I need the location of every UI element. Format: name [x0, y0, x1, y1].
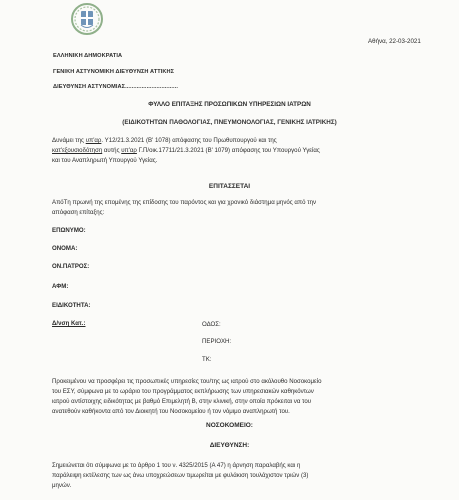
field-postcode: ΤΚ:	[202, 356, 212, 363]
field-hospital: ΝΟΣΟΚΟΜΕΙΟ:	[206, 422, 253, 429]
field-home-address: Δ/νση Κατ.:	[52, 320, 86, 327]
header-police-division-label: ΔΙΕΥΘΥΝΣΗ ΑΣΤΥΝΟΜΙΑΣ	[53, 84, 126, 90]
field-specialty: ΕΙΔΙΚΟΤΗΤΑ:	[52, 302, 91, 309]
requisition-line-2: απόφαση επίταξης:	[52, 209, 105, 216]
field-father-name: ΟΝ.ΠΑΤΡΟΣ:	[52, 263, 90, 270]
duties-line-1: Προκειμένου να προσφέρει τις προσωπικές υπηρεσίες του/της ως ιατρού στο ακόλουθο Νοσοκομείο	[52, 378, 322, 385]
penalty-paragraph	[52, 461, 412, 491]
field-street: ΟΔΟΣ:	[202, 321, 221, 328]
penalty-line-1: Σημειώνεται ότι σύμφωνα με το άρθρο 1 του ν. 4325/2015 (Α 47) η άρνηση παραλαβής και η	[52, 462, 301, 469]
requisition-line-1: ΑπόTη πρωινή της επομένης της επίδοσης του παρόντος και για χρονικό διάστημα μηνός από την	[52, 199, 317, 206]
field-hospital-address: ΔΙΕΥΘΥΝΣΗ:	[209, 442, 250, 449]
intro-line-3: και του Αναπληρωτή Υπουργού Υγείας.	[52, 157, 158, 164]
field-surname: ΕΠΩΝΥΜΟ:	[52, 227, 86, 234]
intro-line-2	[52, 146, 412, 156]
duties-line-2: του ΕΣΥ, σύμφωνα με το ωράριο του προγράμματος εκπλήρωσης των υπηρεσιακών καθηκόντων	[52, 388, 314, 395]
document-subtitle: (ΕΙΔΙΚΟΤΗΤΩΝ ΠΑΘΟΛΟΓΙΑΣ, ΠΝΕΥΜΟΝΟΛΟΓΙΑΣ, ΓΕΝΙΚΗΣ ΙΑΤΡΙΚΗΣ)	[122, 119, 337, 126]
intro-text: Δυνάμει της	[52, 137, 86, 144]
field-area: ΠΕΡΙΟΧΗ:	[202, 338, 232, 345]
intro-text: αυτής	[102, 147, 122, 154]
field-name: ΟΝΟΜΑ:	[52, 245, 78, 252]
header-police-division	[53, 84, 178, 90]
duties-line-4: ανατεθούν καθήκοντα από τον Διοικητή του Νοσοκομείου ή τον νόμιμο αναπληρωτή του.	[52, 408, 290, 415]
intro-line-1	[52, 136, 412, 146]
intro-underlined: υπ'αρ	[85, 137, 102, 144]
header-dots: ................................	[125, 84, 179, 90]
greek-emblem-icon	[70, 2, 104, 36]
intro-underlined: κατ'εξουσιοδότηση	[52, 147, 103, 154]
intro-text: . Υ12/21.3.2021 (Β' 1078) απόφασης του Πρωθυπουργού και της	[101, 137, 277, 144]
date-line: Αθήνα, 22-03-2021	[368, 38, 421, 45]
requisition-heading: ΕΠΙΤΑΣΣΕΤΑΙ	[208, 183, 251, 190]
header-police-directorate: ΓΕΝΙΚΗ ΑΣΤΥΝΟΜΙΚΗ ΔΙΕΥΘΥΝΣΗ ΑΤΤΙΚΗΣ	[53, 69, 175, 75]
field-afm: ΑΦΜ:	[52, 283, 69, 290]
intro-text: Γ.Π/οικ.17711/21.3.2021 (Β' 1079) απόφασης του Υπουργού Υγείας	[136, 147, 320, 154]
intro-underlined: υπ'αρ	[121, 147, 137, 154]
penalty-line-2: παράλειψη εκτέλεσης των ως άνω υποχρεώσεων τιμωρείται με φυλάκιση τουλάχιστον τριών (3)	[52, 472, 309, 479]
penalty-line-3: μηνών.	[52, 482, 72, 489]
document-title: ΦΥΛΛΟ ΕΠΙΤΑΞΗΣ ΠΡΟΣΩΠΙΚΩΝ ΥΠΗΡΕΣΙΩΝ ΙΑΤΡΩΝ	[148, 101, 311, 108]
header-republic: ΕΛΛΗΝΙΚΗ ΔΗΜΟΚΡΑΤΙΑ	[53, 53, 123, 59]
duties-line-3: ιατρού αντίστοιχης ειδικότητας με βαθμό Επιμελητή Β, στην κλινική, στην οποία πρόκειται να του	[52, 398, 312, 405]
requisition-paragraph	[52, 198, 412, 218]
duties-paragraph	[52, 377, 412, 417]
intro-paragraph	[52, 136, 412, 166]
